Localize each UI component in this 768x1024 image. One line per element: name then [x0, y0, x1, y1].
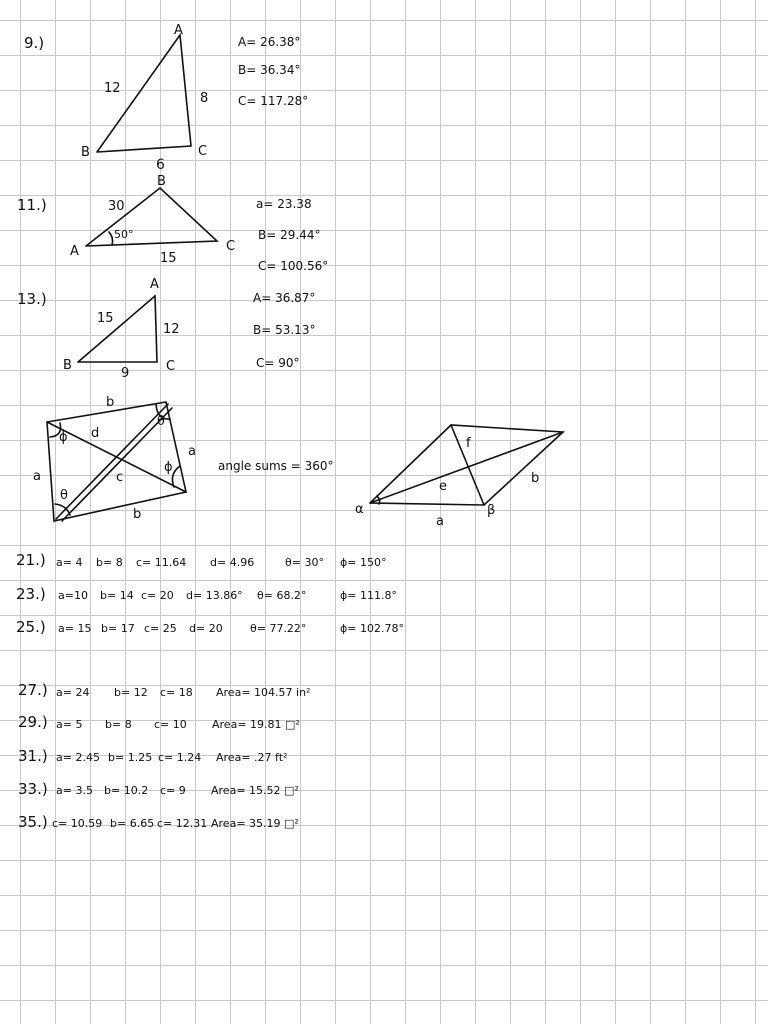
vertex-B-label: B [63, 358, 72, 373]
para2-side-a: a [436, 514, 444, 529]
row-number: 31.) [18, 747, 48, 765]
answer-B: B= 53.13° [253, 323, 316, 337]
cell: c= 11.64 [136, 556, 187, 569]
row-number: 33.) [18, 780, 48, 798]
cell: c= 25 [144, 622, 177, 635]
cell: b= 6.65 [110, 817, 155, 830]
cell: Area= 15.52 □² [211, 784, 299, 797]
cell: c= 10.59 [52, 817, 103, 830]
para1-side-top: b [106, 395, 115, 410]
para2-diag-e: e [439, 479, 447, 494]
side-BA-label: 12 [104, 81, 121, 96]
cell: a= 4 [56, 556, 83, 569]
para1-side-right: a [188, 444, 196, 459]
vertex-C-label: C [198, 144, 208, 159]
cell: a=10 [58, 589, 88, 602]
para1-angle-theta-tr: θ [157, 414, 165, 429]
cell: c= 9 [160, 784, 186, 797]
row-number: 35.) [18, 813, 48, 831]
para1-diagonal-d: d [91, 426, 100, 441]
side-BA-label: 15 [97, 311, 114, 326]
answer-C: C= 117.28° [238, 94, 309, 108]
para1-angle-theta-bl: θ [60, 488, 68, 503]
para1-angle-phi-tl: ϕ [59, 430, 68, 445]
answer-a: a= 23.38 [256, 197, 312, 211]
vertex-C-label: C [166, 359, 176, 374]
para2-beta: β [487, 503, 496, 518]
row-number: 25.) [16, 618, 46, 636]
cell: a= 24 [56, 686, 90, 699]
angle-arc-phi-br [172, 466, 180, 487]
diagonal-c-1 [56, 404, 168, 522]
angle-sums-note: angle sums = 360° [218, 459, 334, 473]
angle-A-label: 50° [114, 228, 134, 241]
para1-side-left: a [33, 469, 41, 484]
cell: d= 4.96 [210, 556, 255, 569]
answer-B: B= 36.34° [238, 63, 301, 77]
para2-alpha: α [355, 502, 364, 517]
cell: b= 10.2 [104, 784, 149, 797]
vertex-B-label: B [81, 145, 90, 160]
cell: a= 2.45 [56, 751, 100, 764]
para2-diag-f: f [466, 436, 471, 451]
cell: θ= 77.22° [250, 622, 307, 635]
answer-B: B= 29.44° [258, 228, 321, 242]
cell: c= 20 [141, 589, 174, 602]
row-number: 21.) [16, 551, 46, 569]
cell: c= 18 [160, 686, 193, 699]
problem-9-number: 9.) [24, 34, 45, 52]
cell: d= 13.86° [186, 589, 243, 602]
vertex-A-label: A [70, 244, 79, 259]
para1-side-bottom: b [133, 507, 142, 522]
cell: b= 8 [96, 556, 123, 569]
cell: a= 3.5 [56, 784, 93, 797]
row-number: 23.) [16, 585, 46, 603]
side-AB-label: 30 [108, 199, 125, 214]
cell: ϕ= 102.78° [340, 622, 404, 635]
side-AC-label: 12 [163, 322, 180, 337]
cell: b= 8 [105, 718, 132, 731]
cell: b= 14 [100, 589, 134, 602]
cell: a= 15 [58, 622, 92, 635]
cell: d= 20 [189, 622, 223, 635]
answer-A: A= 26.38° [238, 35, 301, 49]
cell: Area= 19.81 □² [212, 718, 300, 731]
cell: Area= 35.19 □² [211, 817, 299, 830]
side-BC-label: 6 [156, 157, 165, 173]
diagonal-c-2 [62, 408, 172, 521]
cell: ϕ= 111.8° [340, 589, 397, 602]
cell: b= 17 [101, 622, 135, 635]
cell: θ= 30° [285, 556, 324, 569]
vertex-C-label: C [226, 239, 236, 254]
cell: ϕ= 150° [340, 556, 387, 569]
cell: a= 5 [56, 718, 83, 731]
cell: c= 10 [154, 718, 187, 731]
side-BC-label: 9 [121, 366, 130, 381]
para2-side-b: b [531, 471, 540, 486]
triangle-13 [78, 296, 157, 362]
cell: c= 1.24 [158, 751, 202, 764]
para1-angle-phi-br: ϕ [164, 460, 173, 475]
row-number: 27.) [18, 681, 48, 699]
side-AC-label: 15 [160, 251, 177, 266]
triangle-11 [86, 188, 217, 246]
answer-C: C= 90° [256, 356, 300, 370]
problem-13-number: 13.) [17, 290, 47, 308]
cell: Area= 104.57 in² [216, 686, 311, 699]
cell: b= 12 [114, 686, 148, 699]
para1-diagonal-c: c [116, 470, 124, 485]
angle-arc-11 [109, 232, 113, 245]
cell: θ= 68.2° [257, 589, 307, 602]
cell: Area= .27 ft² [216, 751, 288, 764]
cell: c= 12.31 [157, 817, 208, 830]
cell: b= 1.25 [108, 751, 153, 764]
problem-11-number: 11.) [17, 196, 47, 214]
answer-A: A= 36.87° [253, 291, 316, 305]
vertex-B-label: B [157, 174, 166, 189]
vertex-A-label: A [174, 23, 183, 38]
vertex-A-label: A [150, 277, 159, 292]
answer-C: C= 100.56° [258, 259, 329, 273]
side-AC-label: 8 [200, 91, 209, 106]
row-number: 29.) [18, 713, 48, 731]
